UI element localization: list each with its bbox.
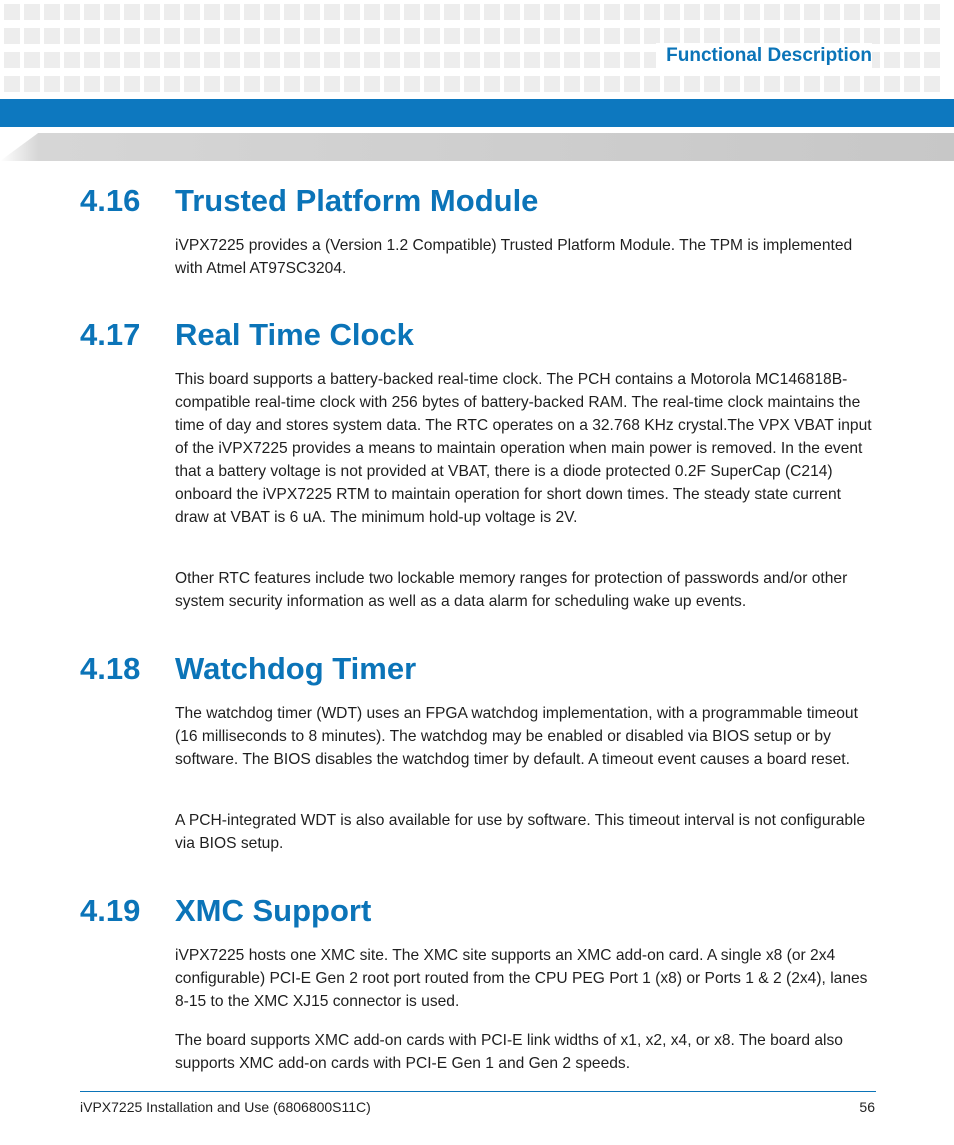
header-grid-square [184, 76, 200, 92]
header-grid-square [924, 28, 940, 44]
header-grid-square [144, 4, 160, 20]
header-grid-square [224, 76, 240, 92]
paragraph: A PCH-integrated WDT is also available for use by software. This timeout interval is not configurable via BIOS setup. [175, 812, 866, 852]
header-grid-square [604, 52, 620, 68]
header-grid-square [524, 4, 540, 20]
header-grid-square [164, 28, 180, 44]
header-grid-square [484, 4, 500, 20]
header-grid-square [344, 28, 360, 44]
header-grid-square [564, 4, 580, 20]
paragraph: iVPX7225 provides a (Version 1.2 Compatible) Trusted Platform Module. The TPM is implemented with Atmel AT97SC3204. [175, 237, 853, 277]
header-grid-square [484, 28, 500, 44]
header-grid-square [924, 4, 940, 20]
header-grid-square [824, 76, 840, 92]
section-xmc-support [0, 892, 954, 1072]
header-grid-square [364, 76, 380, 92]
header-grid-square [804, 76, 820, 92]
header-grid-square [884, 28, 900, 44]
header-grid-square [584, 76, 600, 92]
header-grid-square [924, 76, 940, 92]
header-grid-square [344, 76, 360, 92]
paragraph: The board supports XMC add-on cards with PCI-E link widths of x1, x2, x4, or x8. The board also supports XMC add-on cards with PCI-E Gen 1 and Gen 2 speeds. [175, 1032, 843, 1072]
header-grid-square [904, 28, 920, 44]
section-number: 4.16 [80, 183, 141, 218]
header-grid-square [124, 52, 140, 68]
header-grid-square [544, 4, 560, 20]
header-grid-square [744, 76, 760, 92]
header-grid-square [244, 76, 260, 92]
header-grid-square [184, 4, 200, 20]
header-grid-square [504, 28, 520, 44]
header-grid-square [284, 52, 300, 68]
header-grid-square [804, 28, 820, 44]
header-grid-square [24, 4, 40, 20]
header-grid-square [624, 52, 640, 68]
header-grid-square [404, 4, 420, 20]
header-gray-band [0, 133, 954, 161]
header-grid-square [4, 76, 20, 92]
header-grid-square [64, 28, 80, 44]
header-grid-square [384, 4, 400, 20]
header-grid-square [324, 52, 340, 68]
header-grid-square [684, 28, 700, 44]
header-grid-square [644, 4, 660, 20]
header-grid-square [124, 28, 140, 44]
header-grid-square [544, 52, 560, 68]
chapter-title: Functional Description [656, 43, 872, 69]
header-grid-square [884, 76, 900, 92]
header-grid-square [364, 28, 380, 44]
header-grid-square [704, 28, 720, 44]
header-grid-square [304, 28, 320, 44]
header-grid-square [824, 4, 840, 20]
header-grid-square [744, 4, 760, 20]
header-grid-square [384, 76, 400, 92]
header-grid-square [564, 76, 580, 92]
header-grid-square [644, 28, 660, 44]
header-grid-square [864, 4, 880, 20]
header-grid-square [244, 28, 260, 44]
section-heading [0, 316, 954, 354]
header-grid-square [224, 4, 240, 20]
header-grid-square [444, 52, 460, 68]
header-grid-square [504, 52, 520, 68]
header-grid-square [524, 52, 540, 68]
header-grid-square [84, 52, 100, 68]
header-grid-square [544, 28, 560, 44]
header-grid-square [424, 28, 440, 44]
header-grid-square [864, 28, 880, 44]
header-grid-square [664, 76, 680, 92]
header-grid-square [284, 4, 300, 20]
section-number: 4.17 [80, 317, 141, 352]
section-title: Watchdog Timer [175, 651, 417, 686]
header-grid-square [624, 28, 640, 44]
header-grid-square [784, 28, 800, 44]
header-grid-square [904, 52, 920, 68]
header-grid-square [664, 28, 680, 44]
header-grid-square [424, 52, 440, 68]
header-grid-square [284, 76, 300, 92]
header-grid-square [24, 52, 40, 68]
header-grid-square [64, 52, 80, 68]
section-heading [0, 892, 954, 930]
header-grid-square [904, 76, 920, 92]
header-grid-square [584, 52, 600, 68]
header-grid-square [344, 52, 360, 68]
header-grid-square [144, 28, 160, 44]
header-grid-square [444, 76, 460, 92]
header-grid-square [764, 4, 780, 20]
header-grid-square [844, 28, 860, 44]
header-grid-square [524, 76, 540, 92]
section-real-time-clock [0, 316, 954, 610]
header-grid-square [104, 4, 120, 20]
header-grid-square [44, 28, 60, 44]
header-grid-square [524, 28, 540, 44]
header-grid-square [564, 28, 580, 44]
section-number: 4.18 [80, 651, 141, 686]
header-grid-square [684, 4, 700, 20]
header-grid-square [304, 4, 320, 20]
header-grid-square [484, 76, 500, 92]
header-grid-square [484, 52, 500, 68]
header-blue-band [0, 99, 954, 127]
header-grid-square [584, 4, 600, 20]
header-grid-square [844, 4, 860, 20]
header-grid-square [604, 4, 620, 20]
header-grid-square [344, 4, 360, 20]
header-grid-square [44, 52, 60, 68]
header-grid-square [244, 4, 260, 20]
header-grid-square [804, 4, 820, 20]
section-title: XMC Support [175, 893, 372, 928]
header-grid-square [124, 4, 140, 20]
header-grid-square [824, 28, 840, 44]
header-grid-square [404, 52, 420, 68]
header-grid-square [744, 28, 760, 44]
header-grid-square [304, 76, 320, 92]
header-grid-square [624, 76, 640, 92]
header-grid-square [684, 76, 700, 92]
header-grid-square [544, 76, 560, 92]
header-grid-square [604, 28, 620, 44]
header-grid-square [784, 76, 800, 92]
header-grid-square [504, 4, 520, 20]
header-grid-square [264, 52, 280, 68]
header-grid-square [924, 52, 940, 68]
header-grid-square [164, 52, 180, 68]
header-grid-square [244, 52, 260, 68]
header-grid-square [204, 52, 220, 68]
header-grid-square [844, 76, 860, 92]
header-grid-square [464, 52, 480, 68]
header-grid-square [404, 28, 420, 44]
header-grid-square [284, 28, 300, 44]
header-grid-square [104, 28, 120, 44]
header-grid-square [264, 4, 280, 20]
section-number: 4.19 [80, 893, 141, 928]
header-grid-square [704, 4, 720, 20]
header-grid-square [444, 28, 460, 44]
section-title: Trusted Platform Module [175, 183, 539, 218]
header-grid-square [4, 4, 20, 20]
section-watchdog-timer [0, 650, 954, 852]
header-grid-square [464, 76, 480, 92]
header-grid-square [164, 76, 180, 92]
header-grid-square [404, 76, 420, 92]
header-grid-square [324, 28, 340, 44]
header-grid-square [24, 28, 40, 44]
header-grid-square [384, 28, 400, 44]
footer-divider [80, 1091, 876, 1092]
header-grid-square [724, 76, 740, 92]
header-grid-square [784, 4, 800, 20]
header-grid-square [324, 76, 340, 92]
header-grid-square [204, 4, 220, 20]
header-grid-square [624, 4, 640, 20]
header-grid-square [384, 52, 400, 68]
header-grid-square [664, 4, 680, 20]
header-grid-square [764, 28, 780, 44]
header-grid-square [224, 28, 240, 44]
header-grid-square [44, 4, 60, 20]
header-grid-square [584, 28, 600, 44]
header-grid-square [264, 28, 280, 44]
header-grid-square [444, 4, 460, 20]
header-grid-square [504, 76, 520, 92]
footer-page-number: 56 [859, 1099, 875, 1115]
paragraph: The watchdog timer (WDT) uses an FPGA watchdog implementation, with a programmable timeout (16 milliseconds to 8 minutes). The watchdog may be enabled or disabled via BIOS setup or by software. The BIOS disables the watchdog timer by default. A timeout event causes a board reset. [175, 705, 858, 768]
header-grid-square [224, 52, 240, 68]
header-grid-square [564, 52, 580, 68]
header-grid-square [604, 76, 620, 92]
header-grid-square [164, 4, 180, 20]
header-grid-square [104, 76, 120, 92]
header-grid-square [724, 28, 740, 44]
header-grid-square [884, 52, 900, 68]
header-grid-square [424, 76, 440, 92]
header-grid-square [304, 52, 320, 68]
paragraph: This board supports a battery-backed real-time clock. The PCH contains a Motorola MC146818B-compatible real-time clock with 256 bytes of battery-backed RAM. The real-time clock maintains the time of day and stores system data. The RTC operates on a 32.768 KHz crystal.The VPX VBAT input of the iVPX7225 provides a means to maintain operation when main power is removed. In the event that a battery voltage is not provided at VBAT, there is a diode protected 0.2F SuperCap (C214) onboard the iVPX7225 RTM to maintain operation for short down times. The steady state current draw at VBAT is 6 uA. The minimum hold-up voltage is 2V. [175, 371, 872, 526]
header-grid-square [124, 76, 140, 92]
footer-document-title: iVPX7225 Installation and Use (6806800S11C) [80, 1099, 371, 1115]
section-heading [0, 182, 954, 220]
paragraph: Other RTC features include two lockable memory ranges for protection of passwords and/or other system security information as well as a data alarm for scheduling wake up events. [175, 570, 848, 610]
header-grid-square [144, 76, 160, 92]
header-grid-square [104, 52, 120, 68]
header-grid-square [764, 76, 780, 92]
paragraph: iVPX7225 hosts one XMC site. The XMC site supports an XMC add-on card. A single x8 (or 2x4 configurable) PCI-E Gen 2 root port routed from the CPU PEG Port 1 (x8) or Ports 1 & 2 (2x4), lanes 8-15 to the XMC XJ15 connector is used. [175, 947, 868, 1010]
header-grid-square [204, 28, 220, 44]
header-grid-square [884, 4, 900, 20]
header-grid-square [724, 4, 740, 20]
header-grid-square [644, 76, 660, 92]
header-grid-square [84, 4, 100, 20]
header-grid-square [144, 52, 160, 68]
header-grid-square [864, 76, 880, 92]
header-grid-square [84, 28, 100, 44]
header-grid-square [4, 28, 20, 44]
header-grid-square [904, 4, 920, 20]
header-grid-square [364, 4, 380, 20]
header-grid-square [424, 4, 440, 20]
header-grid-square [464, 4, 480, 20]
header-grid-square [24, 76, 40, 92]
header-grid-square [184, 28, 200, 44]
section-title: Real Time Clock [175, 317, 414, 352]
section-trusted-platform-module [0, 182, 954, 277]
header-grid-square [324, 4, 340, 20]
header-grid-square [184, 52, 200, 68]
header-grid-square [84, 76, 100, 92]
header-grid-square [464, 28, 480, 44]
header-grid-square [64, 4, 80, 20]
section-heading [0, 650, 954, 688]
header-grid-square [64, 76, 80, 92]
header-grid-square [364, 52, 380, 68]
header-grid-square [44, 76, 60, 92]
header-grid-square [4, 52, 20, 68]
header-grid-square [204, 76, 220, 92]
header-grid-square [264, 76, 280, 92]
header-grid-square [704, 76, 720, 92]
